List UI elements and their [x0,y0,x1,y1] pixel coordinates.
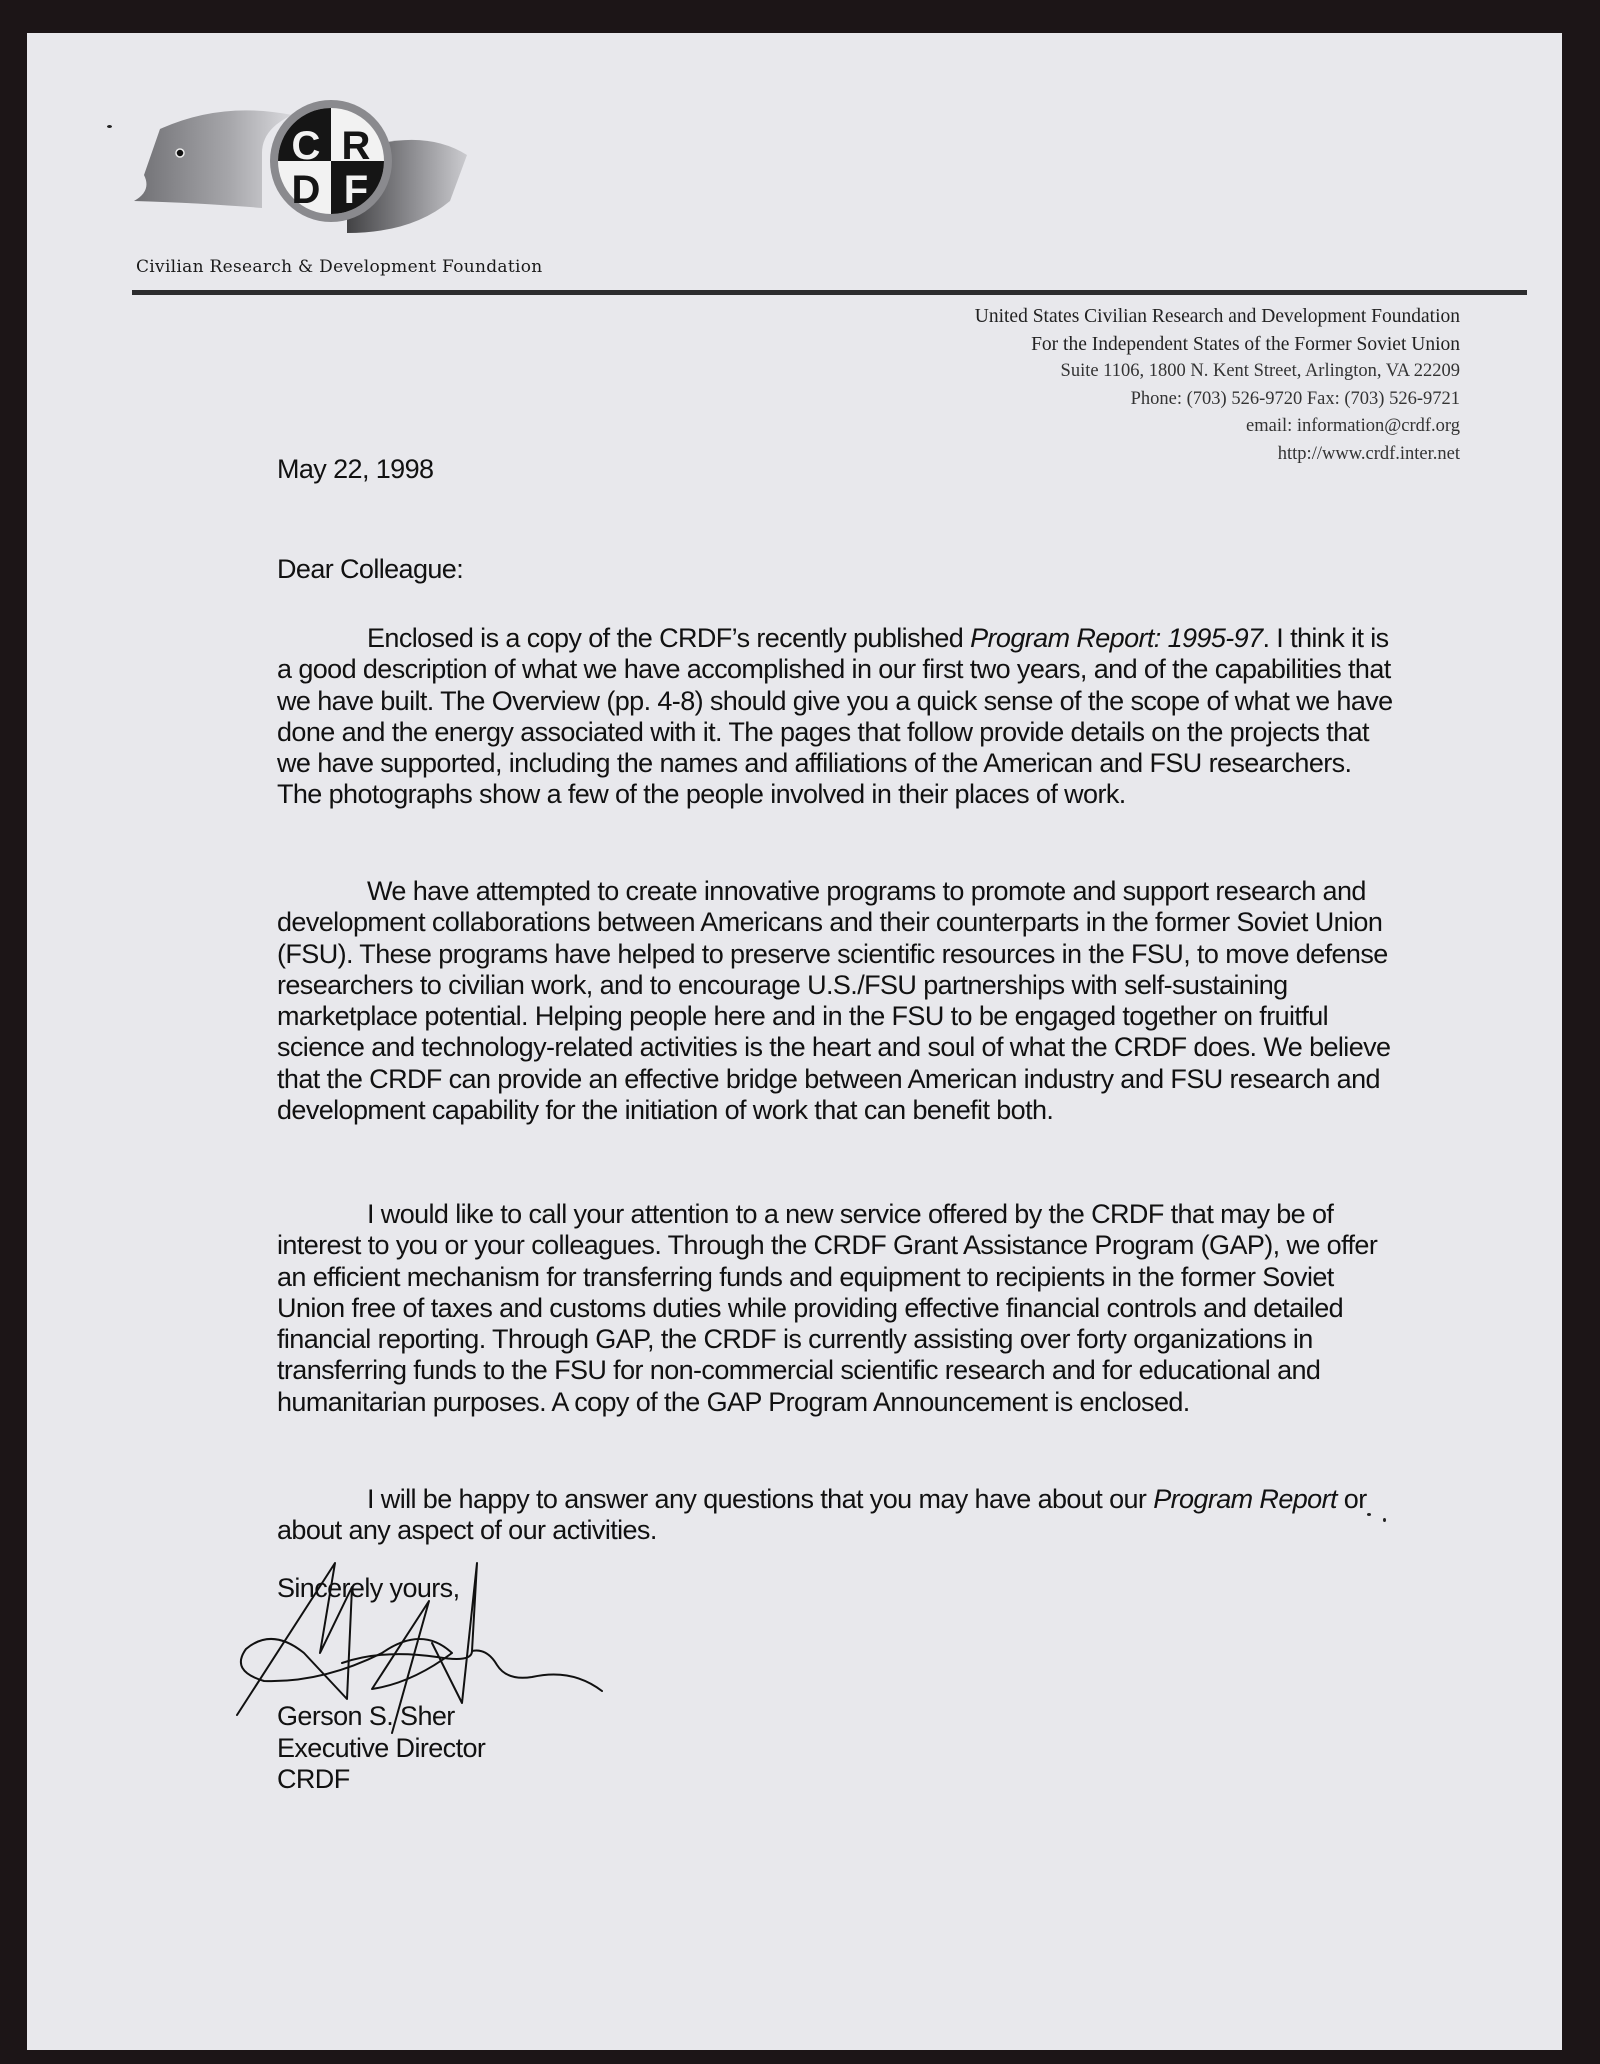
crdf-logo-icon [132,93,512,253]
svg-text:R: R [341,124,371,168]
letterhead-line-address: Suite 1106, 1800 N. Kent Street, Arlington, VA 22209 [1060,361,1460,382]
letter-page [27,33,1562,2050]
svg-text:D: D [291,168,321,212]
paper-speck [107,125,112,128]
program-report-title: Program Report: 1995-97 [970,623,1263,653]
svg-text:F: F [343,168,369,212]
paragraph-1-text-cont: . I think it is a good description of what we have accomplished in our first two years, and of the capabilities that we have built. The Overview (pp. 4-8) should give you a quick sense of the scope of what we have done and the energy associated with it. The pages that follow provide details on the projects that we have supported, including the names and affiliations of the American and FSU researchers. The photographs show a few of the people involved in their places of work. [277,623,1393,810]
paper-speck [1383,1518,1386,1522]
letterhead-line-website: http://www.crdf.inter.net [1277,443,1460,464]
paragraph-3: I would like to call your attention to a new service offered by the CRDF that may be of interest to you or your colleagues. Through the CRDF Grant Assistance Program (GAP), we offer an efficient mechanism for transferring funds and equipment to recipients in the former Soviet Union free of taxes and customs duties while providing effective financial controls and detailed financial reporting. Through GAP, the CRDF is currently assisting over forty organizations in transferring funds to the FSU for non-commercial scientific research and for educational and humanitarian purposes. A copy of the GAP Program Announcement is enclosed. [277,1199,1378,1417]
paper-speck [1367,1513,1371,1516]
program-report-ref: Program Report [1153,1484,1337,1514]
letterhead-line-email: email: information@crdf.org [1246,416,1460,437]
letterhead-line-region: For the Independent States of the Former Soviet Union [1031,333,1460,355]
paragraph-1 [277,623,1397,811]
paragraph-2: We have attempted to create innovative programs to promote and support research and development collaborations between Americans and their counterparts in the former Soviet Union (FSU). These programs have helped to preserve scientific resources in the FSU, to move defense researchers to civilian work, and to encourage U.S./FSU partnerships with self-sustaining marketplace potential. Helping people here and in the FSU to be engaged together on fruitful science and technology-related activities is the heart and soul of what the CRDF does. We believe that the CRDF can provide an effective bridge between American industry and FSU research and development capability for the initiation of work that can benefit both. [277,876,1391,1126]
svg-text:C: C [291,124,321,168]
paragraph-1-text: Enclosed is a copy of the CRDF’s recently published [367,623,971,653]
paragraph-4-text: I will be happy to answer any questions that you may have about our [367,1484,1154,1514]
closing: Sincerely yours, [277,1573,460,1603]
letterhead-line-phone: Phone: (703) 526-9720 Fax: (703) 526-9721 [1130,388,1460,409]
paragraph-4-text-cont: or about any aspect of our activities. [277,1484,1367,1546]
signer-organization: CRDF [277,1764,350,1794]
signer-name: Gerson S. Sher [277,1701,455,1731]
salutation: Dear Colleague: [277,554,464,584]
signature-block [277,1701,1397,1796]
header-divider [132,290,1527,295]
letter-date: May 22, 1998 [277,454,434,484]
letterhead-address [975,303,1460,469]
signer-title: Executive Director [277,1732,486,1763]
organization-name: Civilian Research & Development Foundation [136,257,543,277]
letterhead-line-org: United States Civilian Research and Development Foundation [974,306,1460,327]
paragraph-4 [277,1484,1397,1547]
